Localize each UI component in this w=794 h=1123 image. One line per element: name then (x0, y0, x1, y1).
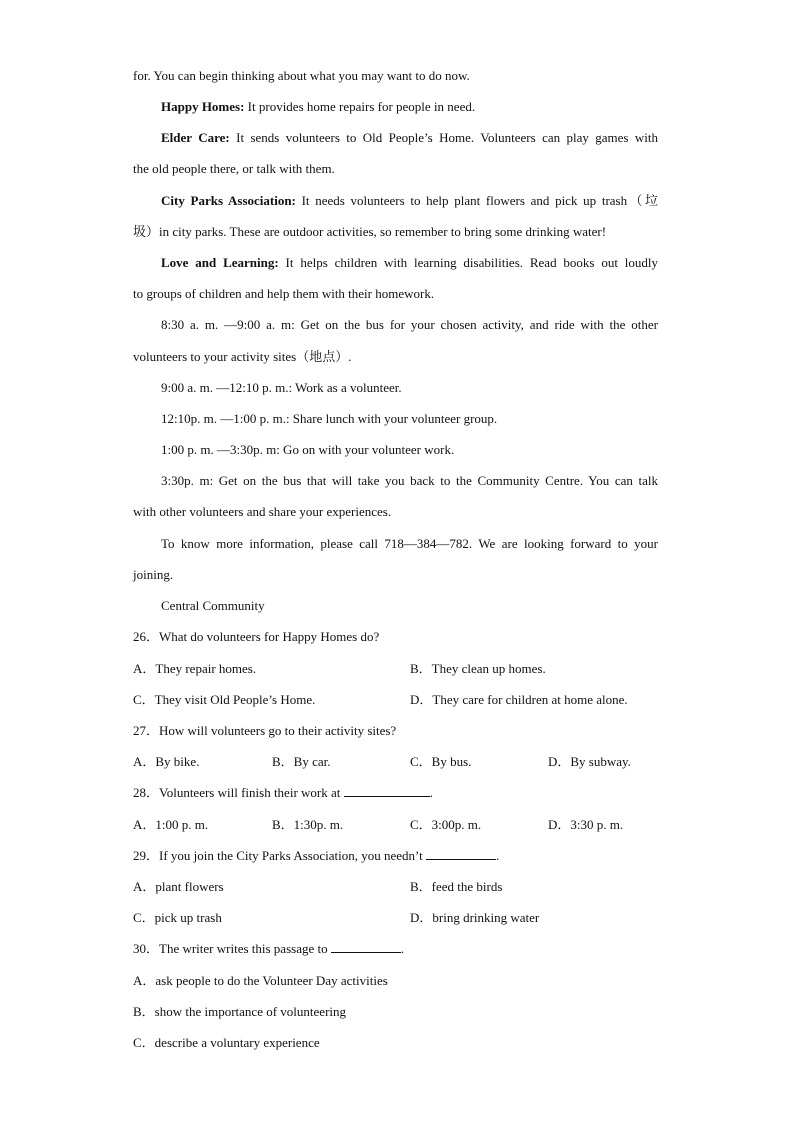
answer-blank (426, 847, 496, 860)
option-28-d: D．3:30 p. m. (548, 817, 624, 832)
option-26-a: A．They repair homes. (133, 661, 257, 676)
option-29-c: C．pick up trash (133, 910, 222, 925)
org-city-parks (161, 192, 658, 210)
option-30-c: C．describe a voluntary experience (133, 1035, 320, 1050)
option-27-c: C．By bus. (410, 754, 472, 769)
question-30-stem (133, 940, 404, 958)
contact-line-cont: joining. (133, 567, 174, 582)
option-26-d: D．They care for children at home alone. (410, 692, 628, 707)
question-28-end: . (429, 785, 433, 800)
option-28-b: B．1:30p. m. (272, 817, 344, 832)
contact-line: To know more information, please call 718—384—782. We are looking forward to your (161, 536, 658, 551)
option-26-c: C．They visit Old People’s Home. (133, 692, 316, 707)
org-elder-care (161, 129, 658, 147)
schedule-item: 3:30p. m: Get on the bus that will take you back to the Community Centre. You can talk (161, 473, 658, 488)
passage-intro-tail: for. You can begin thinking about what you may want to do now. (133, 68, 470, 83)
org-desc: It helps children with learning disabilities. Read books out loudly (278, 255, 658, 270)
option-27-b: B．By car. (272, 754, 331, 769)
option-29-d: D．bring drinking water (410, 910, 540, 925)
schedule-item-cont: with other volunteers and share your experiences. (133, 504, 392, 519)
question-29-text: 29．If you join the City Parks Association, you needn’t (133, 848, 423, 863)
question-27-stem: 27．How will volunteers go to their activity sites? (133, 723, 397, 738)
option-26-b: B．They clean up homes. (410, 661, 546, 676)
option-27-a: A．By bike. (133, 754, 200, 769)
org-name: City Parks Association: (161, 193, 296, 208)
question-28-stem (133, 784, 433, 802)
org-happy-homes (161, 98, 475, 116)
org-name: Happy Homes: (161, 99, 245, 114)
question-30-text: 30．The writer writes this passage to (133, 941, 328, 956)
signature: Central Community (161, 598, 265, 613)
org-desc: It provides home repairs for people in need. (244, 99, 476, 114)
org-name: Love and Learning: (161, 255, 279, 270)
schedule-item: 1:00 p. m. —3:30p. m: Go on with your volunteer work. (161, 442, 455, 457)
org-love-learning (161, 254, 658, 272)
question-28-text: 28．Volunteers will finish their work at (133, 785, 341, 800)
option-27-d: D．By subway. (548, 754, 631, 769)
option-30-b: B．show the importance of volunteering (133, 1004, 347, 1019)
schedule-item: 12:10p. m. —1:00 p. m.: Share lunch with your volunteer group. (161, 411, 498, 426)
schedule-item: 9:00 a. m. —12:10 p. m.: Work as a volunteer. (161, 380, 402, 395)
question-29-end: . (495, 848, 500, 863)
question-26-stem: 26．What do volunteers for Happy Homes do? (133, 629, 380, 644)
option-28-c: C．3:00p. m. (410, 817, 482, 832)
answer-blank (344, 784, 430, 797)
option-29-b: B．feed the birds (410, 879, 503, 894)
schedule-item: 8:30 a. m. —9:00 a. m: Get on the bus for your chosen activity, and ride with the other (161, 317, 658, 332)
org-elder-care-cont: the old people there, or talk with them. (133, 161, 335, 176)
option-28-a: A．1:00 p. m. (133, 817, 209, 832)
org-city-parks-cont: 圾）in city parks. These are outdoor activities, so remember to bring some drinking water! (133, 224, 607, 239)
question-30-end: . (400, 941, 405, 956)
schedule-item-cont: volunteers to your activity sites（地点）. (133, 349, 352, 364)
answer-blank (331, 940, 401, 953)
org-love-learning-cont: to groups of children and help them with their homework. (133, 286, 435, 301)
question-29-stem (133, 847, 499, 865)
org-desc: It needs volunteers to help plant flowers and pick up trash（垃 (295, 193, 658, 208)
org-name: Elder Care: (161, 130, 230, 145)
option-30-a: A．ask people to do the Volunteer Day activities (133, 973, 388, 988)
option-29-a: A．plant flowers (133, 879, 224, 894)
org-desc: It sends volunteers to Old People’s Home. Volunteers can play games with (229, 130, 658, 145)
